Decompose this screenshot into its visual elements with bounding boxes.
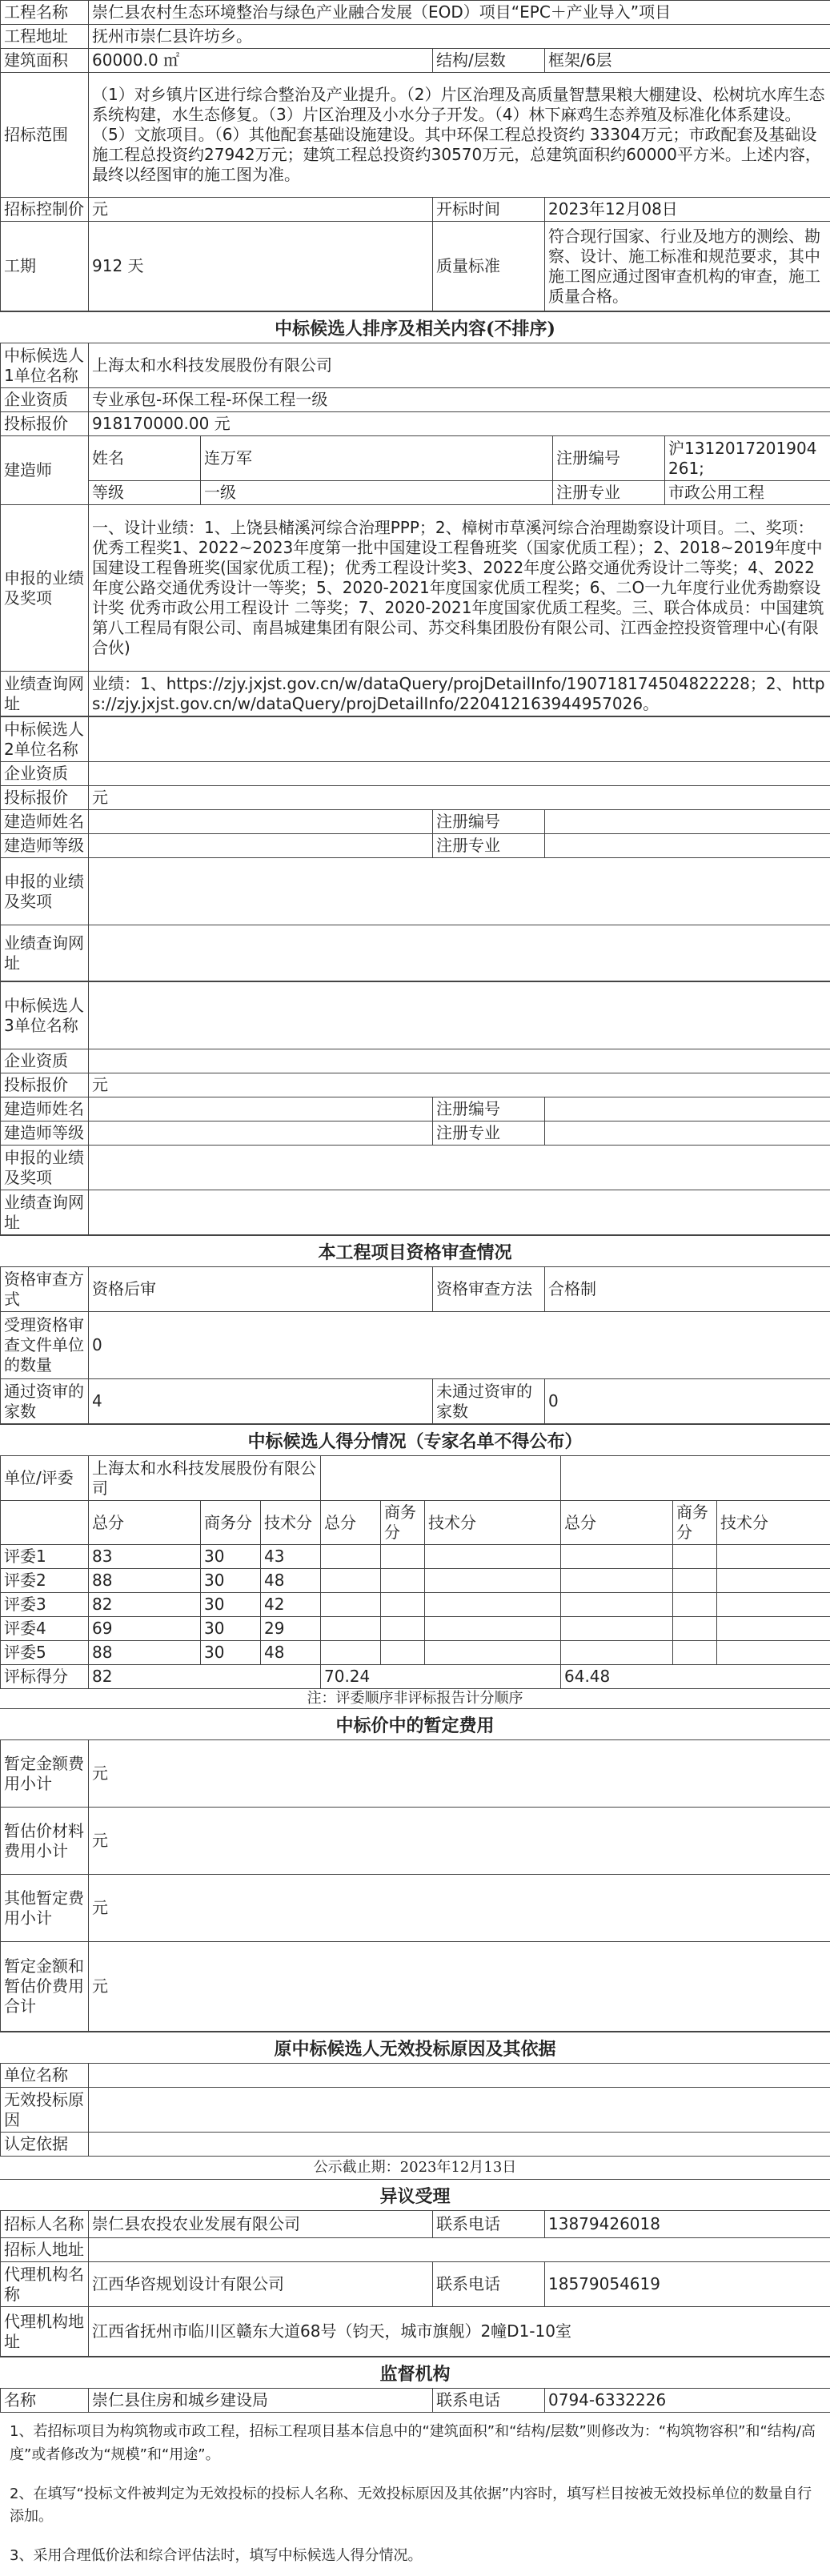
label: 联系电话 [433, 2389, 545, 2413]
control-price: 元 [89, 198, 433, 222]
scores-table [0, 1455, 830, 1689]
review-way: 合格制 [545, 1267, 830, 1312]
col-total: 总分 [321, 1501, 381, 1545]
supervision-name: 崇仁县住房和城乡建设局 [89, 2389, 433, 2413]
label: 结构/层数 [433, 49, 545, 73]
candidates-title: 中标候选人排序及相关内容(不排序) [0, 311, 830, 343]
provisional-title: 中标价中的暂定费用 [0, 1708, 830, 1739]
objection-table [0, 2210, 830, 2357]
provisional-4: 元 [89, 1942, 830, 2032]
review-failed: 0 [545, 1379, 830, 1424]
supervision-table [0, 2388, 830, 2413]
agent-phone: 18579054619 [545, 2262, 830, 2307]
candidate2-reg-no [545, 810, 830, 834]
footnote: 1、若招标项目为构筑物或市政工程，招标工程项目基本信息中的“建筑面积”和“结构/层数”则修改为：“构筑物容积”和“结构/高度”或者修改为“规模”和“用途”。 [0, 2413, 830, 2475]
builder-level: 一级 [201, 481, 553, 505]
invalid-reason [89, 2088, 830, 2133]
label: 建造师姓名 [1, 1097, 89, 1121]
label: 申报的业绩及奖项 [1, 1146, 89, 1190]
builder-name: 连万军 [201, 436, 553, 481]
label: 企业资质 [1, 1049, 89, 1073]
label: 投标报价 [1, 412, 89, 436]
candidate2-query-url [89, 925, 830, 981]
candidate2-major [545, 834, 830, 858]
candidate3-price: 元 [89, 1073, 830, 1097]
label: 工程地址 [1, 25, 89, 49]
label: 其他暂定费用小计 [1, 1875, 89, 1942]
open-time: 2023年12月08日 [545, 198, 830, 222]
review-received: 0 [89, 1312, 830, 1379]
candidate1-performance: 一、设计业绩：1、上饶县槠溪河综合治理PPP；2、樟树市草溪河综合治理勘察设计项目。二、奖项：优秀工程奖1、2022~2023年度第一批中国建设工程鲁班奖（国家优质工程）；2、2018~2019年度中国建设工程鲁班奖(国家优质工程)；优秀工程设计奖3、2022年度公路交通优秀设计二等奖；4、2022年度公路交通优秀设计一等奖；5、2020-2021年度国家优质工程奖；6、二O一九年度行业优秀勘察设计奖 优秀市政公用工程设计 二等奖；7、2020-2021年度国家优质工程奖。三、联合体成员：中国建筑第八工程局有限公司、南昌城建集团有限公司、苏交科集团股份有限公司、江西金控投资管理中心(有限合伙) [89, 505, 830, 672]
label: 企业资质 [1, 762, 89, 786]
footnote: 2、在填写“投标文件被判定为无效投标的投标人名称、无效投标原因及其依据”内容时，填写栏目按被无效投标单位的数量自行添加。 [0, 2475, 830, 2538]
review-passed: 4 [89, 1379, 433, 1424]
label: 招标人名称 [1, 2211, 89, 2238]
review-table [0, 1266, 830, 1424]
invalid-table [0, 2063, 830, 2157]
score-row: 评委3 82 30 42 [1, 1593, 830, 1617]
label: 招标人地址 [1, 2238, 89, 2262]
label: 业绩查询网址 [1, 672, 89, 716]
label: 中标候选人1单位名称 [1, 343, 89, 388]
score-company: 上海太和水科技发展股份有限公司 [89, 1456, 321, 1501]
label: 通过资审的家数 [1, 1379, 89, 1424]
deadline: 公示截止期：2023年12月13日 [0, 2157, 830, 2179]
candidate1-name: 上海太和水科技发展股份有限公司 [89, 343, 830, 388]
candidate1-query-url[interactable]: 业绩：1、https://zjy.jxjst.gov.cn/w/dataQuery/projDetailInfo/190718174504822228；2、https://zjy.jxjst.gov.cn/w/dataQuery/projDetailInfo/220412163944957026。 [89, 672, 830, 716]
scores-title: 中标候选人得分情况（专家名单不得公布） [0, 1424, 830, 1455]
builder-major: 市政公用工程 [665, 481, 830, 505]
review-method: 资格后审 [89, 1267, 433, 1312]
scores-note: 注：评委顺序非评标报告计分顺序 [0, 1689, 830, 1708]
label: 注册编号 [433, 1097, 545, 1121]
label: 投标报价 [1, 786, 89, 810]
review-title: 本工程项目资格审查情况 [0, 1235, 830, 1266]
score-row: 评委5 88 30 48 [1, 1641, 830, 1665]
label: 联系电话 [433, 2211, 545, 2238]
label: 暂定金额费用小计 [1, 1740, 89, 1808]
label: 投标报价 [1, 1073, 89, 1097]
candidate3-reg-no [545, 1097, 830, 1121]
supervision-phone: 0794-6332226 [545, 2389, 830, 2413]
label: 建筑面积 [1, 49, 89, 73]
candidate3-builder [89, 1097, 433, 1121]
label: 建造师等级 [1, 1121, 89, 1146]
label: 注册专业 [433, 834, 545, 858]
col-total: 总分 [561, 1501, 673, 1545]
footnote: 3、采用合理低价法和综合评估法时，填写中标候选人得分情况。 [0, 2537, 830, 2576]
provisional-3: 元 [89, 1875, 830, 1942]
label: 名称 [1, 2389, 89, 2413]
label: 质量标准 [433, 222, 545, 311]
candidate3-table [0, 981, 830, 1235]
label: 中标候选人3单位名称 [1, 982, 89, 1049]
col-biz: 商务分 [201, 1501, 261, 1545]
label: 开标时间 [433, 198, 545, 222]
label: 招标范围 [1, 73, 89, 198]
quality-standard: 符合现行国家、行业及地方的测绘、勘察、设计、施工标准和规范要求，其中施工图应通过图审查机构的审查，施工质量合格。 [545, 222, 830, 311]
provisional-table [0, 1739, 830, 2032]
label: 代理机构地址 [1, 2307, 89, 2357]
label: 暂估价材料费用小计 [1, 1808, 89, 1875]
label: 资格审查方式 [1, 1267, 89, 1312]
col-biz: 商务分 [381, 1501, 425, 1545]
label: 招标控制价 [1, 198, 89, 222]
owner-address [89, 2238, 830, 2262]
candidate3-major [545, 1121, 830, 1146]
candidate1-table [0, 343, 830, 716]
col-tech: 技术分 [425, 1501, 561, 1545]
score-company-2 [321, 1456, 561, 1501]
candidate2-level [89, 834, 433, 858]
owner-name: 崇仁县农投农业发展有限公司 [89, 2211, 433, 2238]
invalid-basis [89, 2133, 830, 2157]
col-tech: 技术分 [261, 1501, 321, 1545]
score-row: 评委1 83 30 43 [1, 1545, 830, 1569]
label: 申报的业绩及奖项 [1, 858, 89, 925]
col-biz: 商务分 [673, 1501, 717, 1545]
label: 企业资质 [1, 388, 89, 412]
supervision-title: 监督机构 [0, 2357, 830, 2388]
label: 注册专业 [553, 481, 665, 505]
project-period: 912 天 [89, 222, 433, 311]
project-name: 崇仁县农村生态环境整治与绿色产业融合发展（EOD）项目“EPC＋产业导入”项目 [89, 1, 830, 25]
owner-phone: 13879426018 [545, 2211, 830, 2238]
label: 等级 [89, 481, 201, 505]
candidate2-table [0, 716, 830, 981]
candidate2-qualification [89, 762, 830, 786]
candidate3-name [89, 982, 830, 1049]
objection-title: 异议受理 [0, 2179, 830, 2210]
label: 业绩查询网址 [1, 1190, 89, 1235]
candidate2-price: 元 [89, 786, 830, 810]
invalid-title: 原中标候选人无效投标原因及其依据 [0, 2032, 830, 2063]
label: 建造师等级 [1, 834, 89, 858]
project-area: 60000.0 ㎡ [89, 49, 433, 73]
label: 单位名称 [1, 2064, 89, 2088]
score-row: 评委2 88 30 48 [1, 1569, 830, 1593]
project-info-table [0, 0, 830, 311]
label: 注册专业 [433, 1121, 545, 1146]
provisional-1: 元 [89, 1740, 830, 1808]
label: 姓名 [89, 436, 201, 481]
candidate2-performance [89, 858, 830, 925]
label: 暂定金额和暂估价费用合计 [1, 1942, 89, 2032]
candidate3-qualification [89, 1049, 830, 1073]
col-total: 总分 [89, 1501, 201, 1545]
score-company-3 [561, 1456, 830, 1501]
label: 注册编号 [553, 436, 665, 481]
label: 中标候选人2单位名称 [1, 717, 89, 762]
builder-reg-no: 沪1312017201904261; [665, 436, 830, 481]
label: 业绩查询网址 [1, 925, 89, 981]
provisional-2: 元 [89, 1808, 830, 1875]
invalid-unit [89, 2064, 830, 2088]
project-address: 抚州市崇仁县许坊乡。 [89, 25, 830, 49]
col-tech: 技术分 [717, 1501, 830, 1545]
project-structure: 框架/6层 [545, 49, 830, 73]
label: 评标得分 [1, 1665, 89, 1689]
footnotes [0, 2413, 830, 2576]
project-scope: （1）对乡镇片区进行综合整治及产业提升。（2）片区治理及高质量智慧果粮大棚建设、松树坑水库生态系统构建，水生态修复。（3）片区治理及小水分子开发。（4）林下麻鸡生态养殖及标准化体系建设。（5）文旅项目。（6）其他配套基础设施建设。其中环保工程总投资约 33304万元；市政配套及基础设施工程总投资约27942万元；建筑工程总投资约30570万元，总建筑面积约60000平方米。上述内容，最终以经图审的施工图为准。 [89, 73, 830, 198]
label: 联系电话 [433, 2262, 545, 2307]
label: 工程名称 [1, 1, 89, 25]
score-header-blank [1, 1501, 89, 1545]
final-score-3: 64.48 [561, 1665, 830, 1689]
label: 建造师 [1, 436, 89, 505]
candidate2-builder [89, 810, 433, 834]
score-row: 评委4 69 30 29 [1, 1617, 830, 1641]
candidate1-qualification: 专业承包-环保工程-环保工程一级 [89, 388, 830, 412]
agent-address: 江西省抚州市临川区赣东大道68号（钧天，城市旗舰）2幢D1-10室 [89, 2307, 830, 2357]
candidate3-level [89, 1121, 433, 1146]
final-score-2: 70.24 [321, 1665, 561, 1689]
label: 无效投标原因 [1, 2088, 89, 2133]
label: 申报的业绩及奖项 [1, 505, 89, 672]
label: 注册编号 [433, 810, 545, 834]
candidate3-performance [89, 1146, 830, 1190]
candidate2-name [89, 717, 830, 762]
candidate1-price: 918170000.00 元 [89, 412, 830, 436]
label: 建造师姓名 [1, 810, 89, 834]
label: 受理资格审查文件单位的数量 [1, 1312, 89, 1379]
label: 代理机构名称 [1, 2262, 89, 2307]
candidate3-query-url [89, 1190, 830, 1235]
label: 未通过资审的家数 [433, 1379, 545, 1424]
agent-name: 江西华咨规划设计有限公司 [89, 2262, 433, 2307]
final-score-1: 82 [89, 1665, 321, 1689]
label: 工期 [1, 222, 89, 311]
label: 认定依据 [1, 2133, 89, 2157]
label: 单位/评委 [1, 1456, 89, 1501]
label: 资格审查方法 [433, 1267, 545, 1312]
